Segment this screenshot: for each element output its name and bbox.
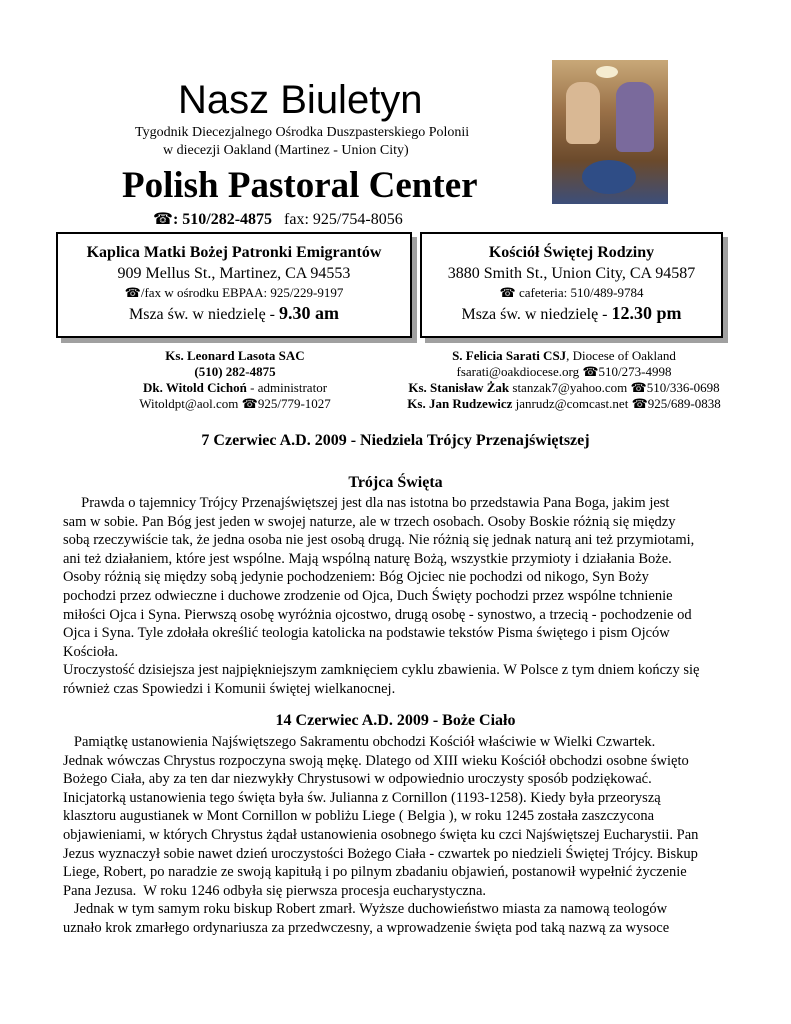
telephone-icon: ☎ xyxy=(630,380,647,395)
church-phone: ☎ cafeteria: 510/489-9784 xyxy=(499,285,644,300)
email-link[interactable]: stanzak7@yahoo.com xyxy=(509,380,628,395)
bulletin-title: Nasz Biuletyn xyxy=(178,78,423,122)
contact-line xyxy=(153,210,403,230)
center-name: Polish Pastoral Center xyxy=(122,165,478,206)
telephone-icon: ☎ xyxy=(153,211,173,228)
telephone-icon: ☎ xyxy=(241,396,258,411)
email-link[interactable]: Witoldpt@aol.com xyxy=(139,396,239,411)
section-heading-corpus-christi: 14 Czerwiec A.D. 2009 - Boże Ciało xyxy=(275,712,516,729)
telephone-icon: ☎ xyxy=(124,285,141,300)
main-fax: fax: 925/754-8056 xyxy=(284,211,403,228)
church-title: Kościół Świętej Rodziny xyxy=(488,244,655,261)
church-address: 3880 Smith St., Union City, CA 94587 xyxy=(447,265,696,282)
chapel-phone: ☎/fax w ośrodku EBPAA: 925/229-9197 xyxy=(124,285,344,300)
email-link[interactable]: fsarati@oakdiocese.org xyxy=(456,364,580,379)
subtitle-line-1: Tygodnik Diecezjalnego Ośrodka Duszpasterskiego Polonii xyxy=(135,125,470,140)
holy-trinity-painting xyxy=(552,60,668,204)
god-father-figure xyxy=(616,82,654,152)
subtitle-line-2: w diecezji Oakland (Martinez - Union City) xyxy=(163,143,409,158)
clergy-left: Ks. Leonard Lasota SAC (510) 282-4875 Dk. Witold Cichoń - administrator Witoldpt@aol.com ☎925/779-1027 xyxy=(139,348,331,411)
trinity-paragraph: Prawda o tajemnicy Trójcy Przenajświętszej jest dla nas istotna bo przedstawia Pana Boga, jakim jest sam w sobie. Pan Bóg jest jeden w swojej naturze, ale w trzech osobach. Osoby Boskie różnią się między sobą rzeczywiście tak, że jedna osoba nie jest osobą drugą. Nie różnią się jednak naturą ani też przymiotami, ani też działaniem, które jest wspólne. Mają wspólną naturę Bożą, wszystkie przymioty i działania Boże. Osoby różnią się między sobą jedynie pochodzeniem: Bóg Ojciec nie pochodzi od nikogo, Syn Boży pochodzi przez odwieczne i duchowe zrodzenie od Ojca, Duch Święty pochodzi przez wspólne tchnienie miłości Ojca i Syna. Pierwszą osobę wyróżnia ojcostwo, drugą osobę - synostwo, a trzecią - pochodzenie od Ojca i Syna. Tyle zdołała określić teologia katolicka na podstawie tekstów Pisma świętego i pism Ojców Kościoła. Uroczystość dzisiejsza jest najpiękniejszym zamknięciem cyklu zbawienia. W Polsce z tym dniem kończy się również czas Spowiedzi i Komunii świętej wielkanocnej. xyxy=(63,495,700,697)
church-box xyxy=(420,232,723,338)
dove-figure xyxy=(596,66,618,78)
chapel-mass: Msza św. w niedzielę - 9.30 am xyxy=(128,303,340,323)
email-link[interactable]: janrudz@comcast.net xyxy=(512,396,629,411)
chapel-address: 909 Mellus St., Martinez, CA 94553 xyxy=(117,265,351,282)
globe-figure xyxy=(582,160,636,194)
section-heading-trinity: Trójca Święta xyxy=(348,474,443,491)
christ-figure xyxy=(566,82,600,144)
telephone-icon: ☎ xyxy=(631,396,648,411)
church-mass-time: 12.30 pm xyxy=(611,303,682,323)
church-mass: Msza św. w niedzielę - 12.30 pm xyxy=(461,303,682,323)
chapel-box xyxy=(56,232,412,338)
corpus-christi-paragraph: Pamiątkę ustanowienia Najświętszego Sakramentu obchodzi Kościół właściwie w Wielki Czwartek. Jednak wówczas Chrystus rozpoczyna swoją mękę. Dlatego od XIII wieku Kościół obchodzi osobne święto Bożego Ciała, aby za ten dar niezwykły Chrystusowi w odpowiednio uroczysty sposób podziękować. Inicjatorką ustanowienia tego święta była św. Julianna z Cornillon (1193-1258). Kiedy była przeoryszą klasztoru augustianek w Mont Cornillon w pobliżu Liege ( Belgia ), w roku 1245 została zaszczycona objawieniami, w których Chrystus żądał ustanowienia osobnego święta ku czci Najświętszej Eucharystii. Pan Jezus wyznaczył sobie nawet dzień uroczystości Bożego Ciała - czwartek po niedzieli Świętej Trójcy. Biskup Liege, Robert, po naradzie ze swoją kapitułą i po pilnym zbadaniu objawień, postanowił wypełnić życzenie Pana Jezusa. W roku 1246 odbyła się pierwsza procesja eucharystyczna. Jednak w tym samym roku biskup Robert zmarł. Wyższe duchowieństwo miasta za namową teologów uznało krok zmarłego ordynariusza za przedwczesny, a wprowadzenie święta pod taką nazwą za wysoce xyxy=(63,734,699,936)
chapel-title: Kaplica Matki Bożej Patronki Emigrantów xyxy=(86,244,382,261)
date-heading: 7 Czerwiec A.D. 2009 - Niedziela Trójcy Przenajświętszej xyxy=(201,432,590,449)
telephone-icon: ☎ xyxy=(499,285,516,300)
main-phone: : 510/282-4875 xyxy=(172,211,273,228)
chapel-mass-time: 9.30 am xyxy=(279,303,340,323)
telephone-icon: ☎ xyxy=(582,364,599,379)
clergy-right: S. Felicia Sarati CSJ, Diocese of Oakland fsarati@oakdiocese.org ☎510/273-4998 Ks. Stanisław Żak stanzak7@yahoo.com ☎510/336-0698 Ks. Jan Rudzewicz janrudz@comcast.net ☎925/689-0838 xyxy=(407,348,721,411)
